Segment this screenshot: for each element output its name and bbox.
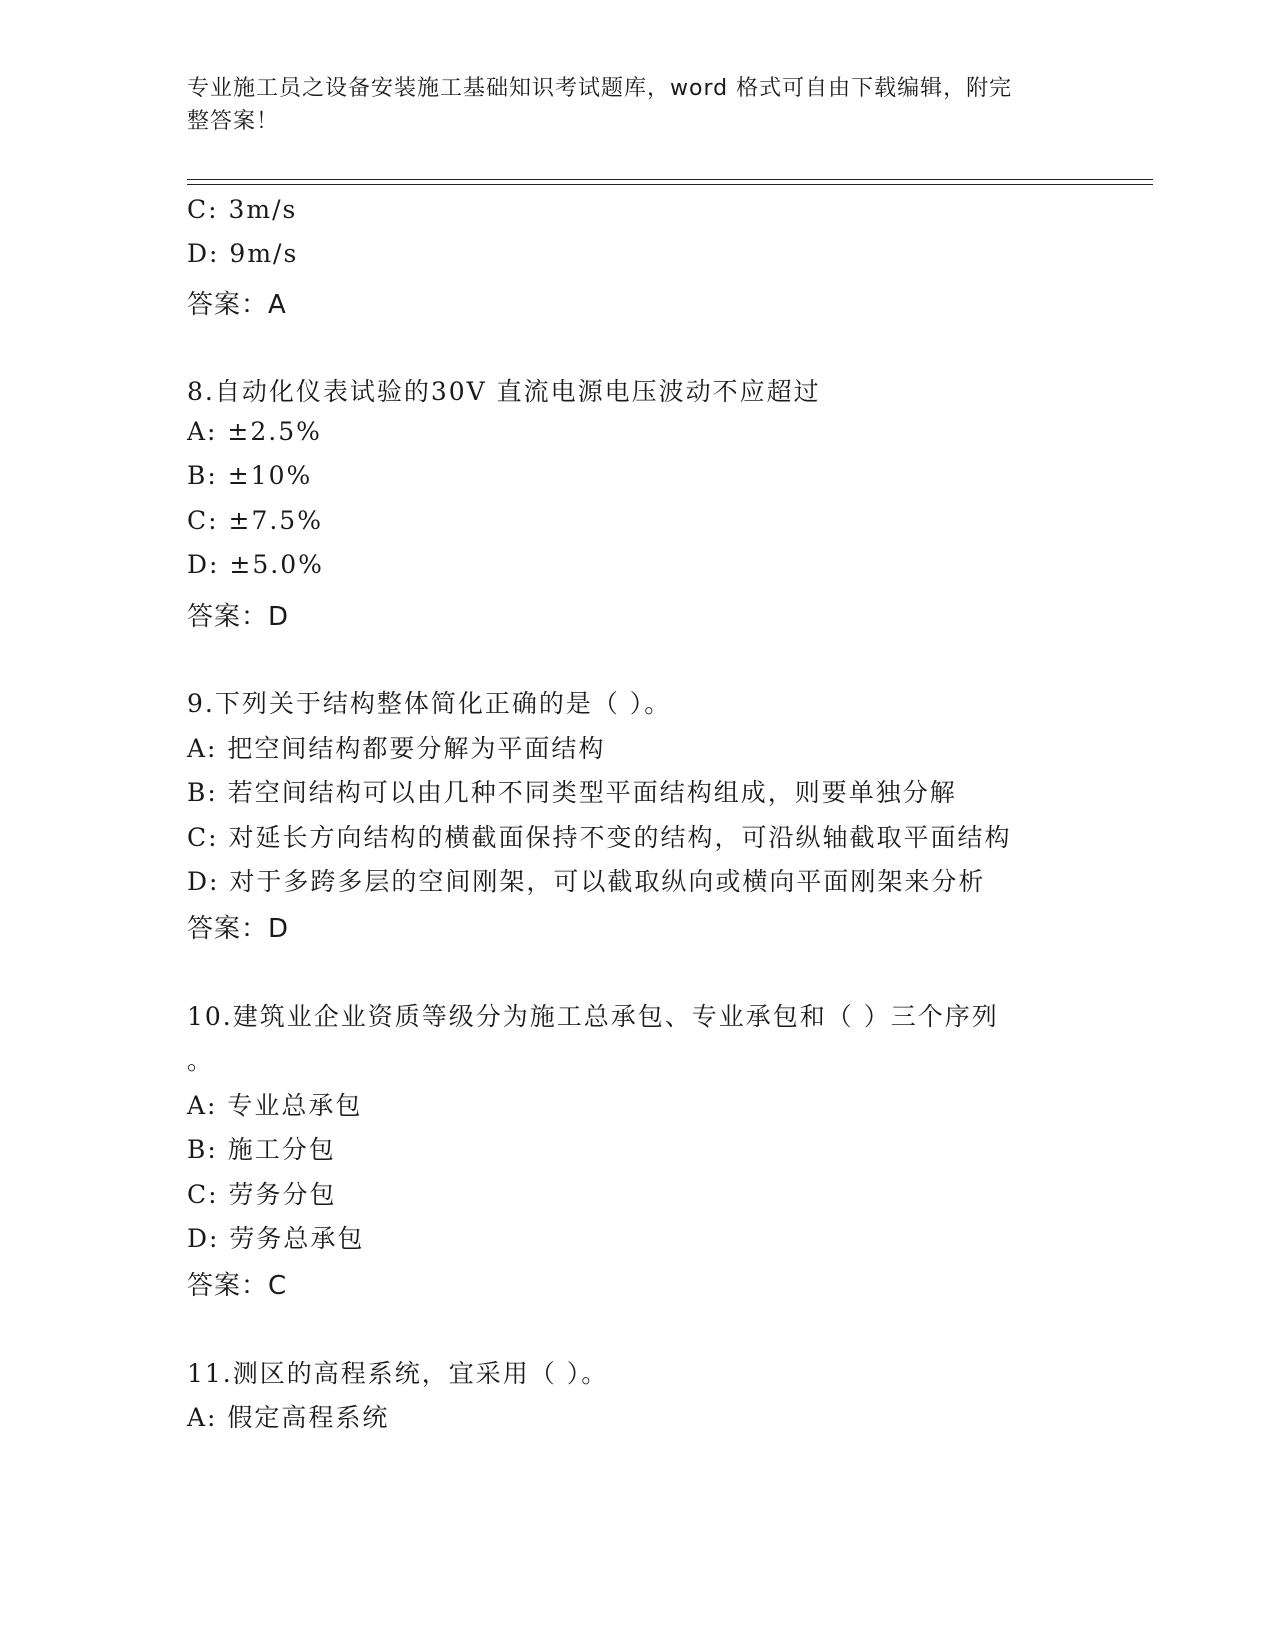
option-d: D: 9m/s [187, 239, 299, 268]
header-rule-bottom [187, 184, 1153, 185]
option-d: D: 对于多跨多层的空间刚架，可以截取纵向或横向平面刚架来分析 [187, 867, 986, 896]
header-rule-top [187, 179, 1153, 180]
option-c: C: 3m/s [187, 195, 298, 224]
question-9: 9.下列关于结构整体简化正确的是（ ）。 [187, 689, 672, 718]
header-line-1: 专业施工员之设备安装施工基础知识考试题库，word 格式可自由下载编辑，附完 [187, 76, 1013, 101]
question-11: 11.测区的高程系统，宜采用（ ）。 [187, 1359, 609, 1388]
answer-line: 答案：D [187, 914, 290, 944]
option-d: D: 劳务总承包 [187, 1224, 365, 1253]
option-c: C: 劳务分包 [187, 1180, 337, 1209]
option-a: A: 专业总承包 [187, 1091, 363, 1120]
option-a: A: ±2.5% [187, 417, 322, 446]
question-8: 8.自动化仪表试验的30V 直流电源电压波动不应超过 [187, 377, 821, 406]
document-header [187, 72, 1067, 138]
option-a: A: 假定高程系统 [187, 1403, 390, 1432]
header-line-2: 整答案！ [187, 109, 280, 134]
answer-line: 答案：C [187, 1271, 288, 1301]
option-d: D: ±5.0% [187, 550, 324, 579]
option-b: B: 若空间结构可以由几种不同类型平面结构组成，则要单独分解 [187, 778, 957, 807]
option-a: A: 把空间结构都要分解为平面结构 [187, 734, 606, 763]
option-c: C: 对延长方向结构的横截面保持不变的结构，可沿纵轴截取平面结构 [187, 823, 1012, 852]
question-10: 10.建筑业企业资质等级分为施工总承包、专业承包和（ ）三个序列 [187, 1002, 999, 1031]
answer-line: 答案：A [187, 290, 287, 320]
question-10-continued: 。 [187, 1046, 215, 1075]
option-b: B: 施工分包 [187, 1135, 336, 1164]
answer-line: 答案：D [187, 602, 290, 632]
option-c: C: ±7.5% [187, 506, 323, 535]
option-b: B: ±10% [187, 461, 313, 490]
